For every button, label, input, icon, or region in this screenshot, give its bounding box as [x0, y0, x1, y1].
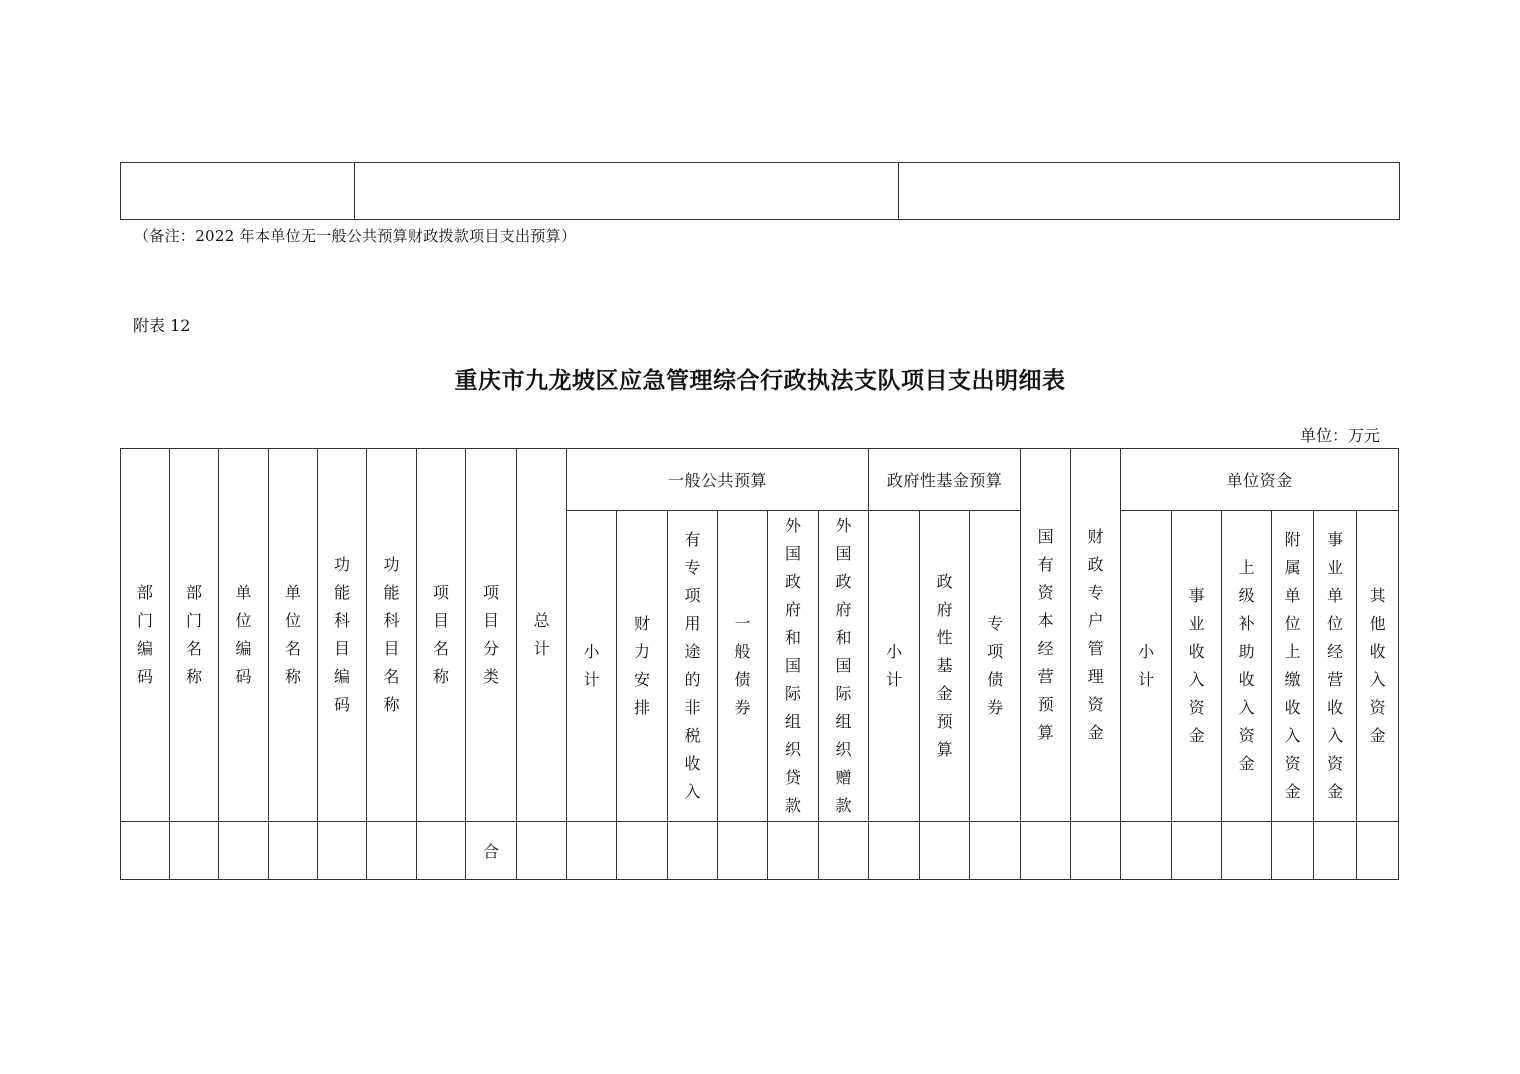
header-function-name: 功能科目名称 [367, 449, 417, 822]
sub-header-unit-subtotal: 小计 [1121, 511, 1172, 822]
sub-header-foreign-grants: 外国政府和国际组织赠款 [819, 511, 869, 822]
table-cell [1357, 822, 1399, 880]
empty-cell [355, 163, 899, 220]
table-cell [768, 822, 819, 880]
header-dept-code: 部门编码 [121, 449, 170, 822]
sub-header-special-nontax: 有专项用途的非税收入 [668, 511, 718, 822]
total-row [121, 822, 1399, 880]
table-cell [567, 822, 617, 880]
sub-header-business-operation: 事业单位经营收入资金 [1314, 511, 1357, 822]
header-unit-code: 单位编码 [219, 449, 269, 822]
sub-header-financial-arrangement: 财力安排 [617, 511, 668, 822]
sub-header-superior-subsidy: 上级补助收入资金 [1222, 511, 1272, 822]
table-cell [1272, 822, 1314, 880]
header-unit-name: 单位名称 [269, 449, 318, 822]
sub-header-fund-budget: 政府性基金预算 [920, 511, 970, 822]
table-cell [121, 822, 170, 880]
table-cell [718, 822, 768, 880]
total-row-label: 合 [466, 822, 517, 880]
sub-header-special-bonds: 专项债券 [970, 511, 1021, 822]
table-cell [1172, 822, 1222, 880]
empty-cell [121, 163, 355, 220]
sub-header-foreign-loans: 外国政府和国际组织贷款 [768, 511, 819, 822]
table-cell [617, 822, 668, 880]
table-cell [517, 822, 567, 880]
sub-header-fund-subtotal: 小计 [869, 511, 920, 822]
attachment-label: 附表 12 [133, 316, 191, 335]
header-function-code: 功能科目编码 [318, 449, 367, 822]
header-gov-fund: 政府性基金预算 [869, 449, 1021, 511]
header-dept-name: 部门名称 [170, 449, 219, 822]
header-project-category: 项目分类 [466, 449, 517, 822]
table-cell [1121, 822, 1172, 880]
header-total: 总计 [517, 449, 567, 822]
table-cell [269, 822, 318, 880]
sub-header-affiliated-remit: 附属单位上缴收入资金 [1272, 511, 1314, 822]
page-title: 重庆市九龙坡区应急管理综合行政执法支队项目支出明细表 [454, 367, 1066, 394]
table-cell [1314, 822, 1357, 880]
project-expense-table [120, 448, 1399, 880]
table-cell [970, 822, 1021, 880]
table-cell [819, 822, 869, 880]
table-cell [170, 822, 219, 880]
table-cell [219, 822, 269, 880]
unit-label: 单位：万元 [1300, 426, 1381, 445]
remark-note: （备注：2022 年本单位无一般公共预算财政拨款项目支出预算） [134, 227, 577, 245]
header-state-capital: 国有资本经营预算 [1021, 449, 1071, 822]
table-cell [417, 822, 466, 880]
table-cell [1071, 822, 1121, 880]
table-cell [920, 822, 970, 880]
sub-header-other-income: 其他收入资金 [1357, 511, 1399, 822]
table-cell [869, 822, 920, 880]
header-project-name: 项目名称 [417, 449, 466, 822]
header-fiscal-account: 财政专户管理资金 [1071, 449, 1121, 822]
header-general-budget: 一般公共预算 [567, 449, 869, 511]
empty-cell [899, 163, 1400, 220]
table-cell [367, 822, 417, 880]
table-cell [668, 822, 718, 880]
table-cell [1021, 822, 1071, 880]
header-unit-funds: 单位资金 [1121, 449, 1399, 511]
table-cell [1222, 822, 1272, 880]
table-cell [318, 822, 367, 880]
sub-header-general-subtotal: 小计 [567, 511, 617, 822]
previous-table [120, 162, 1400, 220]
sub-header-general-bonds: 一般债券 [718, 511, 768, 822]
sub-header-business-income: 事业收入资金 [1172, 511, 1222, 822]
